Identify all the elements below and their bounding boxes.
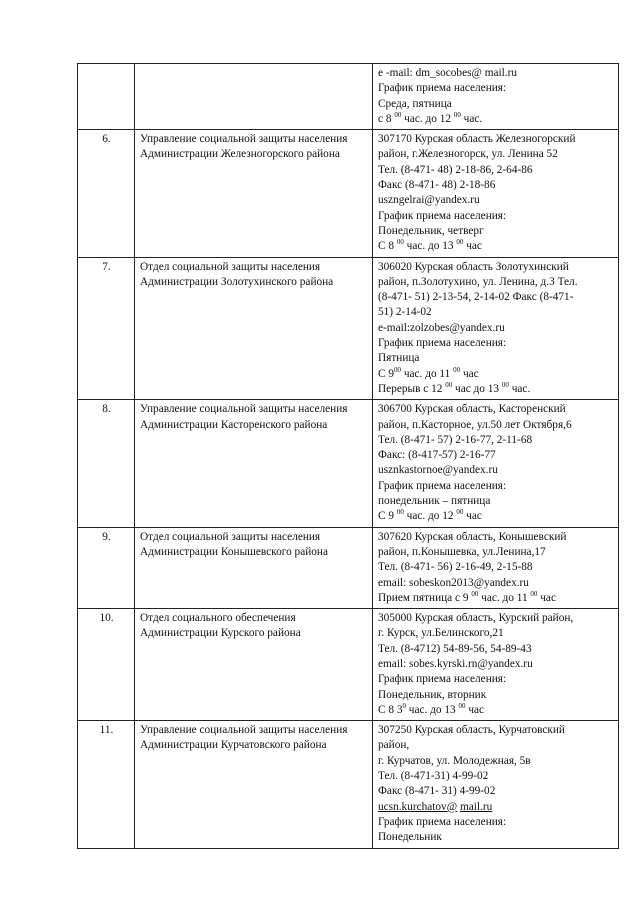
contact-info-cell xyxy=(373,257,619,400)
organization-name-line: Управление социальной защиты населения xyxy=(140,724,348,737)
contact-info-line xyxy=(378,642,614,657)
contact-info-line xyxy=(378,494,614,509)
text-fragment: 305000 Курская область, Курский район, xyxy=(378,612,574,625)
contact-info-line xyxy=(378,463,614,478)
superscript-minutes: 00 xyxy=(394,110,402,119)
row-number: 7. xyxy=(78,257,135,400)
organization-name-line: Отдел социального обеспечения xyxy=(140,612,296,625)
text-fragment: 306020 Курская область Золотухинский xyxy=(378,260,569,273)
table-row xyxy=(78,721,619,848)
contact-info-line xyxy=(378,132,614,147)
text-fragment: Тел. (8-4712) 54-89-56, 54-89-43 xyxy=(378,642,532,655)
text-fragment: район, г.Железногорск, ул. Ленина 52 xyxy=(378,148,558,161)
text-fragment: График приема населения: xyxy=(378,82,507,95)
contact-info-line xyxy=(378,97,614,112)
contact-info-line xyxy=(378,657,614,672)
contact-info-cell xyxy=(373,527,619,608)
text-fragment: час. до 13 xyxy=(403,240,457,253)
text-fragment: час. до 11 xyxy=(478,591,531,604)
contact-info-line xyxy=(378,830,614,845)
organization-cell xyxy=(135,64,373,130)
text-fragment: email: sobeskon2013@yandex.ru xyxy=(378,576,529,589)
text-fragment: район, xyxy=(378,739,410,752)
contact-info-line xyxy=(378,703,614,718)
contact-info-line xyxy=(378,611,614,626)
contact-info-line xyxy=(378,163,614,178)
superscript-minutes: 00 xyxy=(530,589,538,598)
organization-name-line: Администрации Конышевского района xyxy=(140,545,328,558)
contact-info-line xyxy=(378,545,614,560)
text-fragment: График приема населения: xyxy=(378,815,507,828)
table-row xyxy=(78,609,619,721)
text-fragment: час xyxy=(463,240,482,253)
text-fragment: ucsn.kurchatov@ xyxy=(378,800,458,813)
contact-info-line xyxy=(378,147,614,162)
text-fragment: час. до 11 xyxy=(401,367,454,380)
text-fragment: График приема населения: xyxy=(378,479,507,492)
organization-cell xyxy=(135,721,373,848)
contact-info-cell xyxy=(373,400,619,527)
superscript-minutes: 00 xyxy=(396,508,404,517)
text-fragment: час. до 12 xyxy=(403,510,457,523)
contact-info-line xyxy=(378,260,614,275)
text-fragment: Понедельник xyxy=(378,831,442,844)
table-row xyxy=(78,400,619,527)
text-fragment: Факс: (8-417-57) 2-16-77 xyxy=(378,449,496,462)
contact-info-line xyxy=(378,112,614,127)
contact-info-line xyxy=(378,239,614,254)
text-fragment: 306700 Курская область, Касторенский xyxy=(378,403,566,416)
text-fragment: Понедельник, вторник xyxy=(378,688,487,701)
text-fragment: район, п.Конышевка, ул.Ленина,17 xyxy=(378,545,546,558)
contact-info-line xyxy=(378,81,614,96)
superscript-minutes: 00 xyxy=(453,365,461,374)
text-fragment: usznkastornoe@yandex.ru xyxy=(378,464,498,477)
superscript-minutes: 0 xyxy=(402,701,406,710)
text-fragment: Тел. (8-471-31) 4-99-02 xyxy=(378,770,489,783)
text-fragment: Факс (8-471- 48) 2-18-86 xyxy=(378,179,496,192)
contact-info-line xyxy=(378,178,614,193)
text-fragment: час. xyxy=(508,382,531,395)
text-fragment: Тел. (8-471- 56) 2-16-49, 2-15-88 xyxy=(378,561,533,574)
text-fragment: час xyxy=(463,510,482,523)
superscript-minutes: 00 xyxy=(394,365,402,374)
contact-info-line xyxy=(378,305,614,320)
contact-info-line xyxy=(378,433,614,448)
contact-info-line xyxy=(378,672,614,687)
text-fragment: Перерыв с 12 xyxy=(378,382,446,395)
organization-cell xyxy=(135,130,373,257)
contact-info-line xyxy=(378,66,614,81)
contact-info-line xyxy=(378,626,614,641)
text-fragment: График приема населения: xyxy=(378,673,507,686)
organization-name-line: Администрации Железногорского района xyxy=(140,148,340,161)
contact-info-line xyxy=(378,754,614,769)
table-row xyxy=(78,64,619,130)
contact-info-line xyxy=(378,336,614,351)
superscript-minutes: 00 xyxy=(456,508,464,517)
text-fragment: Прием пятница с 9 xyxy=(378,591,472,604)
contact-info-line xyxy=(378,591,614,606)
contact-info-line xyxy=(378,224,614,239)
row-number: 11. xyxy=(78,721,135,848)
contact-info-line xyxy=(378,576,614,591)
text-fragment: График приема населения: xyxy=(378,337,507,350)
text-fragment: uszngelrai@yandex.ru xyxy=(378,194,480,207)
social-protection-offices-table xyxy=(77,63,619,849)
superscript-minutes: 00 xyxy=(453,110,461,119)
contact-info-line xyxy=(378,688,614,703)
contact-info-line xyxy=(378,738,614,753)
contact-info-line xyxy=(378,509,614,524)
text-fragment: Понедельник, четверг xyxy=(378,224,484,237)
text-fragment: час. до 12 xyxy=(401,112,454,125)
contact-info-line xyxy=(378,723,614,738)
organization-cell xyxy=(135,527,373,608)
contact-info-line xyxy=(378,209,614,224)
text-fragment: г. Курск, ул.Белинского,21 xyxy=(378,627,504,640)
organization-name-line: Управление социальной защиты населения xyxy=(140,403,348,416)
contact-info-cell xyxy=(373,64,619,130)
text-fragment: час до 13 xyxy=(452,382,502,395)
text-fragment: 51) 2-14-02 xyxy=(378,306,432,319)
text-fragment: Факс (8-471- 31) 4-99-02 xyxy=(378,785,496,798)
text-fragment: район, п.Касторное, ул.50 лет Октября,6 xyxy=(378,418,572,431)
organization-name-line: Администрации Золотухинского района xyxy=(140,275,334,288)
text-fragment: С 9 xyxy=(378,367,395,380)
text-fragment: Пятница xyxy=(378,352,420,365)
table-row xyxy=(78,130,619,257)
text-fragment: час. xyxy=(460,112,483,125)
row-number: 10. xyxy=(78,609,135,721)
text-fragment: час. до 13 xyxy=(405,703,459,716)
organization-name-line: Отдел социальной защиты населения xyxy=(140,530,321,543)
contact-info-line xyxy=(378,290,614,305)
contact-info-line xyxy=(378,815,614,830)
contact-info-line xyxy=(378,448,614,463)
contact-info-line xyxy=(378,382,614,397)
organization-cell xyxy=(135,400,373,527)
contact-info-line xyxy=(378,275,614,290)
text-fragment: mail.ru xyxy=(459,800,493,813)
row-number xyxy=(78,64,135,130)
contact-info-cell xyxy=(373,721,619,848)
row-number: 6. xyxy=(78,130,135,257)
contact-info-line xyxy=(378,784,614,799)
organization-cell xyxy=(135,257,373,400)
text-fragment: График приема населения: xyxy=(378,209,507,222)
superscript-minutes: 00 xyxy=(458,701,466,710)
contact-info-line xyxy=(378,560,614,575)
table-body xyxy=(78,64,619,849)
text-fragment: Тел. (8-471- 48) 2-18-86, 2-64-86 xyxy=(378,163,533,176)
text-fragment: район, п.Золотухино, ул. Ленина, д.3 Тел. xyxy=(378,275,578,288)
text-fragment: 307250 Курская область, Курчатовский xyxy=(378,724,565,737)
superscript-minutes: 00 xyxy=(471,589,479,598)
organization-name-line: Отдел социальной защиты населения xyxy=(140,260,321,273)
contact-info-line xyxy=(378,193,614,208)
text-fragment: (8-471- 51) 2-13-54, 2-14-02 Факс (8-471- xyxy=(378,291,574,304)
superscript-minutes: 00 xyxy=(456,238,464,247)
text-fragment: e-mail:zolzobes@yandex.ru xyxy=(378,321,505,334)
organization-name-line: Администрации Курского района xyxy=(140,627,301,640)
text-fragment: 307620 Курская область, Конышевский xyxy=(378,530,567,543)
contact-info-line xyxy=(378,800,614,815)
superscript-minutes: 00 xyxy=(396,238,404,247)
text-fragment: понедельник – пятница xyxy=(378,495,491,508)
text-fragment: Тел. (8-471- 57) 2-16-77, 2-11-68 xyxy=(378,433,533,446)
contact-info-line xyxy=(378,769,614,784)
row-number: 8. xyxy=(78,400,135,527)
contact-info-line xyxy=(378,530,614,545)
contact-info-line xyxy=(378,402,614,417)
text-fragment: С 8 3 xyxy=(378,703,403,716)
contact-info-line xyxy=(378,321,614,336)
text-fragment: г. Курчатов, ул. Молодежная, 5в xyxy=(378,754,531,767)
contact-info-line xyxy=(378,351,614,366)
text-fragment: час xyxy=(537,591,556,604)
organization-name-line: Администрации Касторенского района xyxy=(140,418,328,431)
text-fragment: час xyxy=(460,367,479,380)
contact-info-line xyxy=(378,479,614,494)
text-fragment: e -mail: dm_socobes@ mail.ru xyxy=(378,67,518,79)
organization-cell xyxy=(135,609,373,721)
text-fragment: 307170 Курская область Железногорский xyxy=(378,133,576,146)
contact-info-cell xyxy=(373,130,619,257)
superscript-minutes: 00 xyxy=(445,380,453,389)
text-fragment: Среда, пятница xyxy=(378,97,452,110)
contact-info-line xyxy=(378,418,614,433)
text-fragment: email: sobes.kyrski.rn@yandex.ru xyxy=(378,657,533,670)
contact-info-line xyxy=(378,367,614,382)
organization-name-line: Администрации Курчатовского района xyxy=(140,739,327,752)
table-row xyxy=(78,527,619,608)
table-row xyxy=(78,257,619,400)
row-number: 9. xyxy=(78,527,135,608)
text-fragment: час xyxy=(465,703,485,716)
organization-name-line: Управление социальной защиты населения xyxy=(140,133,348,146)
text-fragment: С 8 xyxy=(378,240,397,253)
text-fragment: с 8 xyxy=(378,112,395,125)
contact-info-cell xyxy=(373,609,619,721)
superscript-minutes: 00 xyxy=(501,380,509,389)
text-fragment: С 9 xyxy=(378,510,397,523)
